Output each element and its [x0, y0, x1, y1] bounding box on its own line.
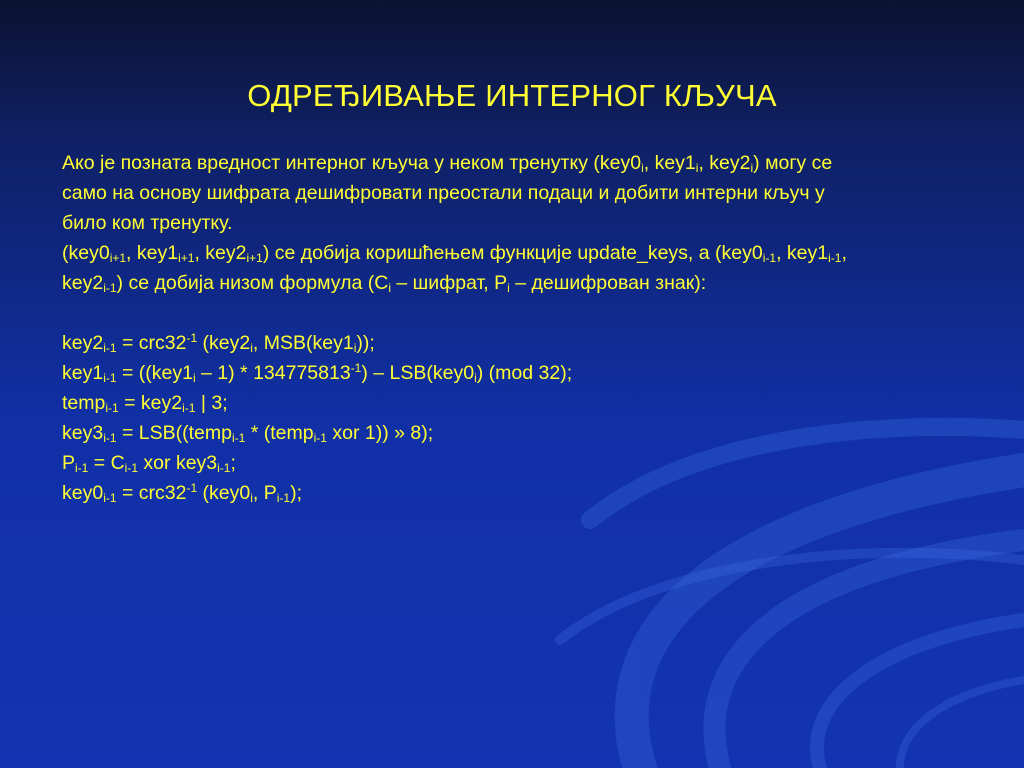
text-run: , [841, 242, 847, 264]
text-run: (key2 [197, 332, 251, 354]
subscript: i [353, 341, 357, 355]
text-run: , key2 [194, 242, 247, 264]
formula-line [62, 478, 992, 508]
text-run: ; [230, 452, 236, 474]
text-run: ) (mod 32); [476, 362, 573, 384]
formula-list [62, 328, 992, 508]
text-run: (key0 [197, 482, 251, 504]
text-run: key2 [62, 272, 104, 294]
subscript: i [250, 341, 253, 355]
description-text [62, 148, 992, 298]
subscript: i [641, 161, 644, 175]
text-run: , key2 [698, 152, 751, 174]
superscript: -1 [350, 361, 362, 375]
subscript: i-1 [75, 461, 89, 475]
slide-title: ОДРЕЂИВАЊЕ ИНТЕРНОГ КЉУЧА [247, 78, 777, 113]
subscript: i-1 [103, 431, 117, 445]
text-run: ) се добија низом формула (C [116, 272, 389, 294]
formula-line [62, 448, 992, 478]
subscript: i-1 [762, 251, 777, 265]
subscript: i-1 [828, 251, 842, 265]
subscript: i [474, 371, 477, 385]
text-run: – дешифрован знак): [509, 272, 707, 294]
subscript: i [250, 491, 253, 505]
description-line [62, 148, 992, 178]
text-run: Ако је позната вредност интерног кључа у неком тренутку (key0 [62, 152, 642, 174]
text-run: било ком тренутку. [62, 212, 233, 234]
subscript: i+1 [178, 251, 195, 265]
text-run: | 3; [195, 392, 228, 414]
subscript: i-1 [231, 431, 246, 445]
text-run: (key0 [62, 242, 110, 264]
formula-line [62, 358, 992, 388]
subscript: i-1 [313, 431, 327, 445]
slide-body [62, 148, 992, 508]
text-run: , P [252, 482, 277, 504]
text-run: = key2 [118, 392, 183, 414]
text-run: = ((key1 [116, 362, 193, 384]
text-run: – 1) * 134775813 [195, 362, 351, 384]
text-run: ) могу се [753, 152, 833, 174]
description-line [62, 208, 992, 238]
formula-line [62, 418, 992, 448]
text-run: xor 1)) » 8); [326, 422, 434, 444]
text-run: )); [356, 332, 375, 354]
spacer [62, 298, 992, 328]
text-run: xor key3 [138, 452, 218, 474]
text-run: key3 [62, 422, 104, 444]
formula-line [62, 328, 992, 358]
text-run: , MSB(key1 [252, 332, 354, 354]
text-run: * (temp [245, 422, 314, 444]
text-run: = C [88, 452, 125, 474]
subscript: i-1 [103, 281, 117, 295]
text-run: – шифрат, P [390, 272, 508, 294]
subscript: i [750, 161, 754, 175]
description-line [62, 238, 992, 268]
superscript: -1 [186, 481, 198, 495]
text-run: key1 [62, 362, 104, 384]
subscript: i+1 [109, 251, 127, 265]
formula-line [62, 388, 992, 418]
subscript: i-1 [124, 461, 139, 475]
text-run: = crc32 [116, 482, 187, 504]
subscript: i [388, 281, 391, 295]
text-run: P [62, 452, 76, 474]
text-run: ) се добија коришћењем функције update_keys, а (key0 [262, 242, 763, 264]
text-run: temp [62, 392, 106, 414]
text-run: ) – LSB(key0 [361, 362, 475, 384]
text-run: ); [290, 482, 303, 504]
text-run: = LSB((temp [116, 422, 232, 444]
description-line [62, 178, 992, 208]
subscript: i+1 [246, 251, 263, 265]
subscript: i-1 [103, 341, 117, 355]
text-run: , key1 [776, 242, 829, 264]
text-run: key2 [62, 332, 104, 354]
subscript: i-1 [105, 401, 119, 415]
text-run: key0 [62, 482, 104, 504]
text-run: само на основу шифрата дешифровати преостали подаци и добити интерни кључ у [62, 182, 825, 204]
subscript: i [507, 281, 510, 295]
text-run: , key1 [126, 242, 179, 264]
subscript: i-1 [103, 491, 117, 505]
subscript: i-1 [182, 401, 196, 415]
superscript: -1 [186, 331, 198, 345]
subscript: i-1 [217, 461, 231, 475]
text-run: = crc32 [116, 332, 187, 354]
text-run: , key1 [643, 152, 696, 174]
subscript: i-1 [276, 491, 291, 505]
subscript: i [695, 161, 699, 175]
subscript: i [192, 371, 196, 385]
description-line [62, 268, 992, 298]
subscript: i-1 [103, 371, 117, 385]
